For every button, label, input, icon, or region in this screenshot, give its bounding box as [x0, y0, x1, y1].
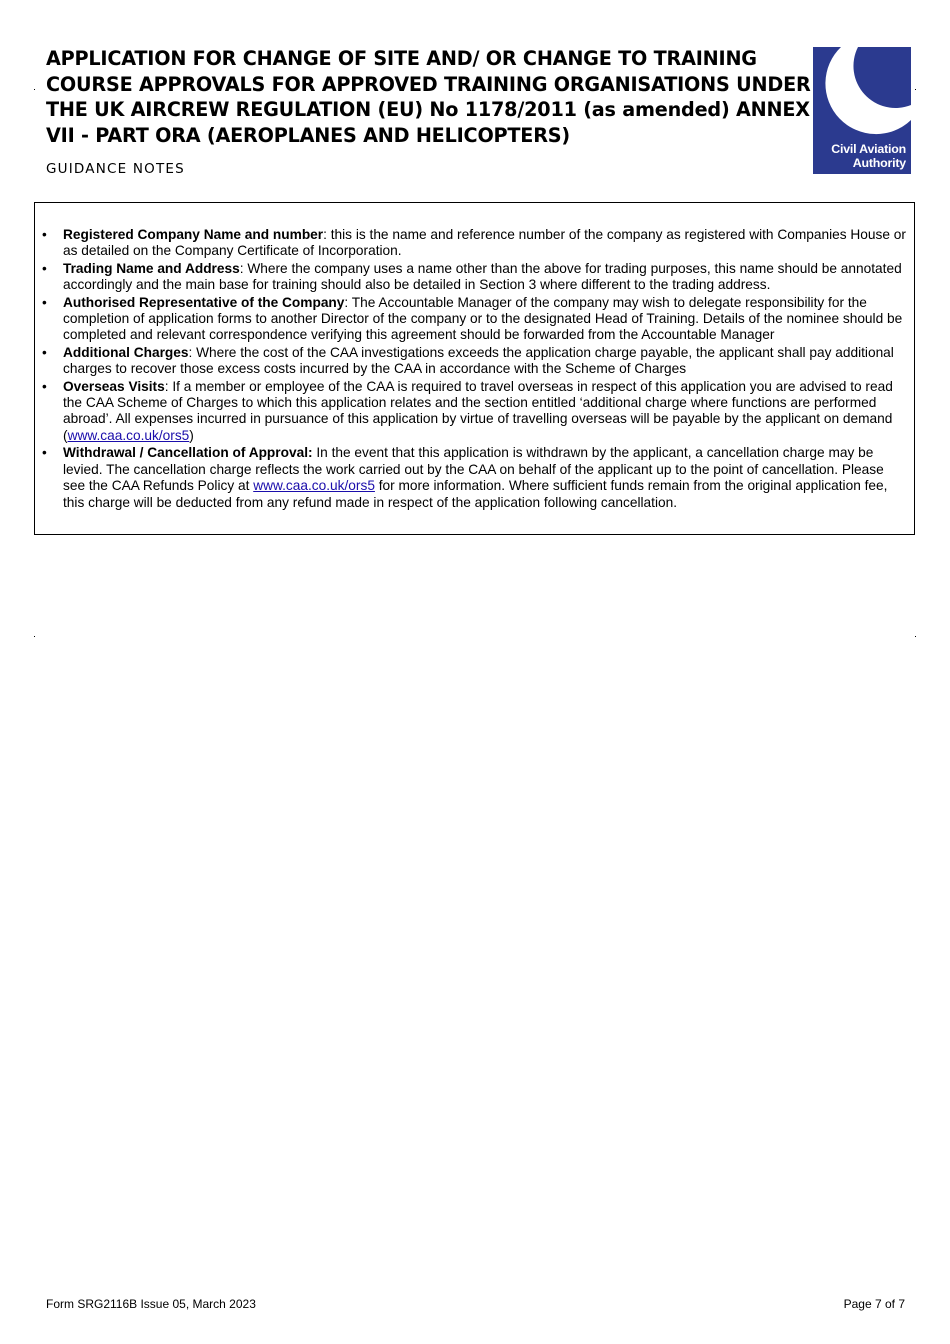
note-term: Withdrawal / Cancellation of Approval:	[63, 445, 313, 461]
note-text-after: for more information. Where sufficient funds remain from the original application fee, this charge will be deducted from any refund made in respect of the application following cancellation.	[63, 478, 888, 510]
note-term: Registered Company Name and number	[63, 227, 324, 242]
logo-text-line1: Civil Aviation	[831, 142, 906, 156]
page-number: Page 7 of 7	[843, 1297, 905, 1311]
caa-logo	[813, 47, 911, 174]
note-term: Overseas Visits	[63, 378, 165, 394]
refunds-policy-link[interactable]: www.caa.co.uk/ors5	[253, 478, 375, 494]
note-term: Additional Charges	[63, 344, 189, 360]
crop-mark	[915, 89, 916, 90]
note-withdrawal-cancellation	[63, 445, 909, 511]
note-registered-company	[63, 227, 909, 260]
note-text: : The Accountable Manager of the company may wish to delegate responsibility for the completion of application forms to another Director of the company or to the designated Head of Training. Details of the nominee should be completed and relevant correspondence verifying this agreement should be forwarded from the Accountable Manager	[63, 294, 903, 343]
logo-text-line2: Authority	[852, 155, 906, 170]
note-text: : this is the name and reference number of the company as registered with Companies House or as detailed on the Company Certificate of Incorporation.	[63, 227, 906, 259]
page-subtitle: GUIDANCE NOTES	[46, 161, 185, 177]
crop-mark	[34, 89, 35, 90]
note-additional-charges	[63, 345, 909, 378]
guidance-notes-list	[63, 227, 909, 512]
note-text: In the event that this application is withdrawn by the applicant, a cancellation charge may be levied. The cancellation charge reflects the work carried out by the CAA on behalf of the applicant up to the point of cancellation. Please see the CAA Refunds Policy at	[63, 445, 884, 494]
form-reference: Form SRG2116B Issue 05, March 2023	[46, 1297, 256, 1311]
logo-text	[831, 143, 906, 170]
note-overseas-visits	[63, 379, 909, 445]
crop-mark	[34, 636, 35, 637]
ors5-link[interactable]: www.caa.co.uk/ors5	[67, 427, 190, 443]
note-text: : Where the cost of the CAA investigations exceeds the application charge payable, the applicant shall pay additional charges to recover those excess costs incurred by the CAA in accordance with the Scheme of Charges	[63, 344, 894, 377]
note-term: Trading Name and Address	[63, 260, 240, 276]
note-text-after: )	[189, 427, 194, 443]
page-title: APPLICATION FOR CHANGE OF SITE AND/ OR CHANGE TO TRAINING COURSE APPROVALS FOR APPROVED TRAINING ORGANISATIONS UNDER THE UK AIRCREW REGULATION (EU) No 1178/2011 (as amended) ANNEX VII - PART ORA (AEROPLANES AND HELICOPTERS)	[46, 47, 811, 147]
note-term: Authorised Representative of the Company	[63, 294, 345, 310]
note-trading-name	[63, 261, 909, 294]
crop-mark	[915, 636, 916, 637]
note-authorised-representative	[63, 295, 909, 344]
note-text: : If a member or employee of the CAA is required to travel overseas in respect of this application you are advised to read the CAA Scheme of Charges to which this application relates and the section entitled ‘additional charge where functions are performed abroad’. All expenses incurred in pursuance of this application by virtue of travelling overseas will be payable by the applicant on demand (	[63, 378, 893, 443]
guidance-notes-box	[34, 202, 915, 535]
note-text: : Where the company uses a name other than the above for trading purposes, this name should be annotated accordingly and the main base for training should also be detailed in Section 3 where different to the trading address.	[63, 260, 902, 293]
